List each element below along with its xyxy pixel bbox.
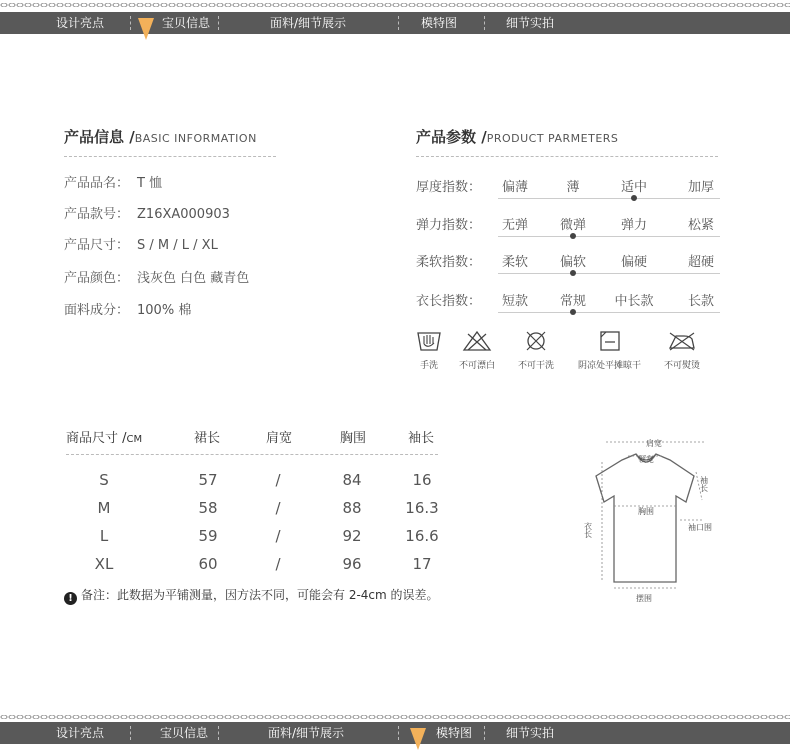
param-label: 弹力指数：	[416, 218, 482, 233]
care-dry-flat: 阴凉处平摊晾干	[578, 330, 641, 371]
table-cell: 84	[342, 471, 362, 489]
param-option: 松紧	[687, 218, 714, 233]
param-scale-line	[498, 198, 720, 199]
nav-bottom-separator	[218, 726, 219, 740]
param-option: 薄	[566, 180, 580, 195]
diagram-label-chest: 胸围	[638, 507, 654, 516]
params-divider	[416, 156, 718, 157]
diagram-label-length: 衣长	[584, 522, 593, 538]
nav-bottom-detail[interactable]: 细节实拍	[506, 726, 555, 740]
table-cell: 96	[342, 555, 362, 573]
diagram-label-hem: 摆围	[636, 594, 652, 603]
care-no-dry-clean: 不可干洗	[518, 330, 554, 371]
nav-top-separator	[484, 16, 485, 30]
param-scale-line	[498, 273, 720, 274]
diagram-label-shoulder: 肩宽	[646, 439, 662, 448]
care-no-iron: 不可熨烫	[664, 330, 700, 371]
param-selected-dot	[631, 195, 637, 201]
bottom-nav-bar	[0, 722, 790, 744]
param-selected-dot	[570, 270, 576, 276]
nav-top-design[interactable]: 设计亮点	[56, 16, 105, 30]
param-scale-line	[498, 236, 720, 237]
params-title: 产品参数 /PRODUCT PARMETERS	[416, 128, 619, 146]
table-cell: 58	[198, 499, 218, 517]
param-option: 偏硬	[620, 255, 647, 270]
diagram-label-sleeve: 袖长	[699, 476, 709, 492]
param-selected-dot	[570, 309, 576, 315]
table-cell: S	[99, 471, 109, 489]
size-table-divider	[66, 454, 438, 455]
care-no-bleach: 不可漂白	[459, 330, 495, 371]
param-label: 柔软指数：	[416, 255, 482, 270]
table-cell: /	[275, 527, 281, 545]
param-option: 短款	[501, 294, 528, 309]
top-nav-bar	[0, 12, 790, 34]
nav-bottom-design[interactable]: 设计亮点	[56, 726, 105, 740]
size-table-header-chest: 胸围	[340, 431, 367, 446]
diagram-label-cuff: 袖口围	[688, 523, 712, 532]
info-row-style-no: 产品款号： Z16XA000903	[64, 207, 230, 222]
nav-bottom-product-info[interactable]: 宝贝信息	[160, 726, 209, 740]
param-option: 无弹	[501, 218, 528, 233]
nav-top-fabric[interactable]: 面料/细节展示	[270, 16, 347, 30]
nav-bottom-active-marker	[410, 728, 426, 750]
shade-dry-flat-icon	[598, 330, 622, 352]
nav-bottom-separator	[484, 726, 485, 740]
info-row-material: 面料成分： 100% 棉	[64, 303, 192, 318]
nav-top-product-info[interactable]: 宝贝信息	[162, 16, 211, 30]
table-cell: 16	[412, 471, 432, 489]
param-label: 衣长指数：	[416, 294, 482, 309]
param-option: 常规	[559, 294, 586, 309]
param-option: 微弹	[559, 218, 586, 233]
table-cell: /	[275, 499, 281, 517]
nav-top-active-marker	[138, 18, 154, 40]
param-selected-dot	[570, 233, 576, 239]
table-cell: /	[275, 555, 281, 573]
size-table-header-size: 商品尺寸 /CM	[66, 431, 143, 446]
param-option: 加厚	[687, 180, 714, 195]
basic-info-title: 产品信息 /BASIC INFORMATION	[64, 128, 257, 146]
size-table-header-sleeve: 袖长	[408, 431, 435, 446]
nav-top-separator	[218, 16, 219, 30]
info-row-size: 产品尺寸： S / M / L / XL	[64, 238, 218, 253]
param-option: 超硬	[687, 255, 714, 270]
diagram-label-collar: 领宽	[638, 455, 654, 464]
info-row-color: 产品颜色： 浅灰色 白色 藏青色	[64, 271, 250, 286]
param-option: 偏薄	[501, 180, 528, 195]
no-dry-clean-icon	[524, 330, 548, 352]
table-cell: 16.6	[405, 527, 439, 545]
param-option: 中长款	[614, 294, 654, 309]
top-chain-border	[0, 2, 790, 8]
table-cell: L	[99, 527, 109, 545]
table-cell: 59	[198, 527, 218, 545]
nav-top-model[interactable]: 模特图	[421, 16, 458, 30]
table-cell: /	[275, 471, 281, 489]
nav-top-detail[interactable]: 细节实拍	[506, 16, 555, 30]
table-cell: 92	[342, 527, 362, 545]
size-table-header-length: 裙长	[194, 431, 221, 446]
param-option: 柔软	[501, 255, 528, 270]
size-table-header-shoulder: 肩宽	[266, 431, 293, 446]
table-cell: XL	[94, 555, 114, 573]
tshirt-measurement-diagram	[584, 432, 728, 608]
hand-wash-icon	[416, 330, 442, 352]
param-scale-line	[498, 312, 720, 313]
table-cell: 60	[198, 555, 218, 573]
param-option: 适中	[620, 180, 647, 195]
table-cell: 57	[198, 471, 218, 489]
size-note: ! 备注：此数据为平铺测量，因方法不同，可能会有 2-4cm 的误差。	[64, 586, 439, 605]
param-option: 偏软	[559, 255, 586, 270]
no-bleach-icon	[462, 330, 492, 352]
nav-top-separator	[130, 16, 131, 30]
nav-bottom-fabric[interactable]: 面料/细节展示	[268, 726, 345, 740]
care-hand-wash: 手洗	[416, 330, 442, 371]
param-option: 长款	[687, 294, 714, 309]
nav-bottom-separator	[398, 726, 399, 740]
table-cell: 16.3	[405, 499, 439, 517]
param-option: 弹力	[620, 218, 647, 233]
nav-top-separator	[398, 16, 399, 30]
info-row-name: 产品品名： T 恤	[64, 176, 163, 191]
no-iron-icon	[666, 330, 698, 352]
table-cell: M	[97, 499, 111, 517]
basic-info-divider	[64, 156, 276, 157]
table-cell: 17	[412, 555, 432, 573]
param-label: 厚度指数：	[416, 180, 482, 195]
warning-icon: !	[64, 592, 77, 605]
nav-bottom-separator	[130, 726, 131, 740]
bottom-chain-border	[0, 714, 790, 720]
table-cell: 88	[342, 499, 362, 517]
nav-bottom-model[interactable]: 模特图	[436, 726, 473, 740]
